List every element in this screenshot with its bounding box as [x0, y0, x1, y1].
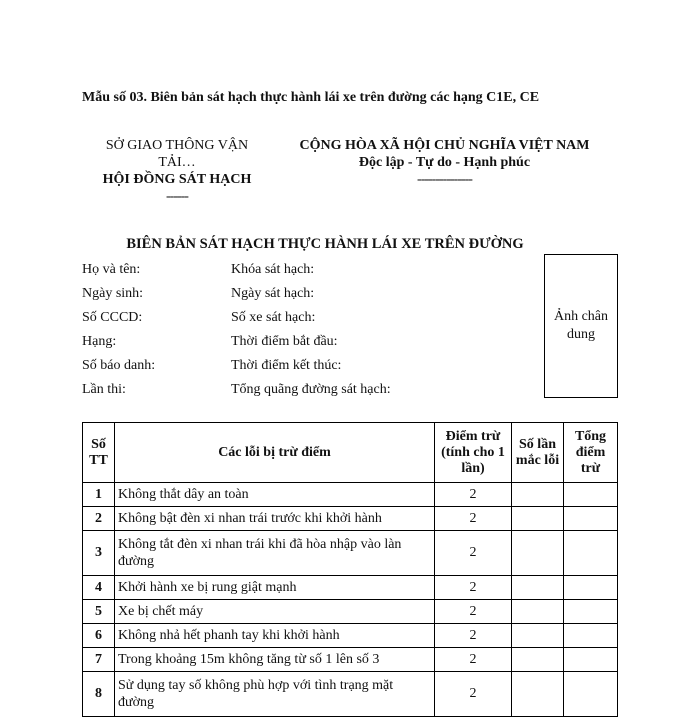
penalty-points: 2: [435, 531, 512, 576]
vehicle-number-label: Số xe sát hạch:: [231, 310, 316, 325]
penalty-points: 2: [435, 600, 512, 624]
error-count-cell[interactable]: [512, 483, 564, 507]
total-points-cell[interactable]: [564, 576, 618, 600]
table-row: [83, 600, 618, 624]
course-label: Khóa sát hạch:: [231, 262, 315, 277]
error-description: Khởi hành xe bị rung giật mạnh: [115, 576, 435, 600]
error-description: Sử dụng tay số không phù hợp với tình trạng mặt đường: [115, 672, 435, 717]
points-header-line-3: lần): [461, 460, 485, 476]
row-number: 8: [83, 672, 115, 717]
error-count-cell[interactable]: [512, 648, 564, 672]
points-header-line-1: Điểm trừ: [445, 428, 501, 444]
end-time-label: Thời điểm kết thúc:: [231, 358, 342, 373]
table-row: [83, 576, 618, 600]
error-description: Trong khoảng 15m không tăng từ số 1 lên số 3: [115, 648, 435, 672]
row-number: 1: [83, 483, 115, 507]
points-header-line-2: (tính cho 1: [441, 444, 505, 460]
total-header-line-3: trừ: [580, 460, 601, 476]
error-description: Không tắt đèn xi nhan trái khi đã hòa nhập vào làn đường: [115, 531, 435, 576]
total-points-cell[interactable]: [564, 600, 618, 624]
row-number: 7: [83, 648, 115, 672]
table-row: [83, 648, 618, 672]
penalty-points: 2: [435, 483, 512, 507]
agency-line-2: TẢI…: [158, 155, 196, 170]
stt-header-line-2: TT: [89, 452, 108, 468]
attempt-label: Lần thi:: [82, 382, 126, 397]
error-count-cell[interactable]: [512, 576, 564, 600]
table-row: [83, 531, 618, 576]
error-count-cell[interactable]: [512, 600, 564, 624]
row-number: 6: [83, 624, 115, 648]
total-header-line-1: Tổng: [574, 428, 607, 444]
agency-header: [92, 137, 262, 205]
national-separator: ---------------: [417, 172, 472, 187]
row-number: 3: [83, 531, 115, 576]
error-count-cell[interactable]: [512, 624, 564, 648]
count-header-line-2: mắc lỗi: [515, 452, 560, 468]
penalty-points: 2: [435, 672, 512, 717]
document-heading-text: BIÊN BẢN SÁT HẠCH THỰC HÀNH LÁI XE TRÊN ĐƯỜNG: [126, 236, 524, 252]
row-number: 4: [83, 576, 115, 600]
id-number-label: Số CCCD:: [82, 310, 143, 325]
license-class-label: Hạng:: [82, 334, 117, 349]
birth-date-label: Ngày sinh:: [82, 286, 144, 301]
table-row: [83, 483, 618, 507]
national-motto: Độc lập - Tự do - Hạnh phúc: [358, 155, 531, 170]
count-header: [512, 423, 564, 483]
exam-date-label: Ngày sát hạch:: [231, 286, 315, 301]
document-heading: [0, 236, 700, 253]
total-header: [564, 423, 618, 483]
candidate-number-label: Số báo danh:: [82, 358, 156, 373]
table-row: [83, 507, 618, 531]
error-count-cell[interactable]: [512, 507, 564, 531]
total-points-cell[interactable]: [564, 483, 618, 507]
penalty-points: 2: [435, 648, 512, 672]
error-description: Không bật đèn xi nhan trái trước khi khởi hành: [115, 507, 435, 531]
error-count-cell[interactable]: [512, 531, 564, 576]
form-title: Mẫu số 03. Biên bản sát hạch thực hành lái xe trên đường các hạng C1E, CE: [82, 90, 540, 105]
total-header-line-2: điểm: [575, 444, 606, 460]
stt-header: [83, 423, 115, 483]
errors-header: Các lỗi bị trừ điểm: [115, 423, 435, 483]
penalty-table: [82, 422, 618, 717]
row-number: 5: [83, 600, 115, 624]
table-header-row: [83, 423, 618, 483]
council-name: HỘI ĐỒNG SÁT HẠCH: [102, 172, 252, 187]
count-header-line-1: Số lần: [519, 436, 556, 452]
table-row: [83, 672, 618, 717]
agency-separator: ------: [166, 189, 188, 204]
points-header: [435, 423, 512, 483]
total-points-cell[interactable]: [564, 672, 618, 717]
error-description: Không nhả hết phanh tay khi khởi hành: [115, 624, 435, 648]
error-count-cell[interactable]: [512, 672, 564, 717]
photo-label-line-1: Ảnh chân: [553, 309, 609, 324]
table-row: [83, 624, 618, 648]
total-points-cell[interactable]: [564, 648, 618, 672]
start-time-label: Thời điểm bắt đầu:: [231, 334, 338, 349]
portrait-photo-box: [544, 254, 618, 398]
penalty-points: 2: [435, 507, 512, 531]
error-description: Xe bị chết máy: [115, 600, 435, 624]
penalty-points: 2: [435, 624, 512, 648]
error-description: Không thắt dây an toàn: [115, 483, 435, 507]
total-distance-label: Tổng quãng đường sát hạch:: [231, 382, 391, 397]
total-points-cell[interactable]: [564, 624, 618, 648]
penalty-points: 2: [435, 576, 512, 600]
national-header: [282, 137, 607, 188]
national-title: CỘNG HÒA XÃ HỘI CHỦ NGHĨA VIỆT NAM: [299, 138, 590, 153]
stt-header-line-1: Số: [91, 436, 106, 452]
row-number: 2: [83, 507, 115, 531]
total-points-cell[interactable]: [564, 507, 618, 531]
photo-label-line-2: dung: [566, 327, 595, 342]
agency-line-1: SỞ GIAO THÔNG VẬN: [105, 138, 249, 153]
total-points-cell[interactable]: [564, 531, 618, 576]
full-name-label: Họ và tên:: [82, 262, 141, 277]
